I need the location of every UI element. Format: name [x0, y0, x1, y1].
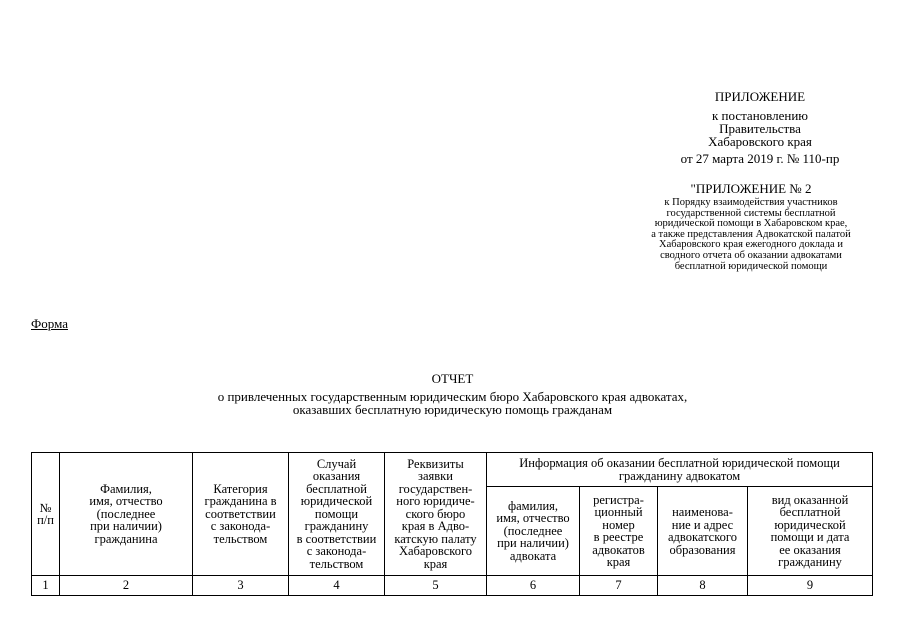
- header-line: адвокатского: [667, 530, 737, 544]
- report-title: ОТЧЕТ: [431, 371, 474, 386]
- header-line: края: [423, 556, 448, 571]
- header-line: тельством: [309, 556, 364, 571]
- appendix-title: ПРИЛОЖЕНИЕ: [714, 89, 806, 104]
- header-line: помощи: [314, 506, 359, 521]
- form-label: Форма: [31, 316, 68, 331]
- column-number: 2: [60, 576, 193, 596]
- appendix-line: Хабаровского края: [708, 134, 812, 149]
- header-line: при наличии): [497, 536, 569, 551]
- header-line: образования: [669, 542, 736, 557]
- header-line: края: [606, 555, 631, 569]
- header-line: ее оказания: [779, 542, 841, 557]
- column-number: 3: [193, 576, 289, 596]
- header-line: Информация об оказании бесплатной юридической помощи: [519, 456, 840, 470]
- header-line: края в Адво-: [401, 519, 470, 534]
- header-line: Случай: [316, 456, 357, 471]
- header-line: соответствии: [205, 506, 276, 521]
- report-subtitle-line: о привлеченных государственным юридическим бюро Хабаровского края адвокатах,: [217, 389, 688, 404]
- report-subtitle: [120, 390, 785, 416]
- appendix2-line: юридической помощи в Хабаровском крае,: [654, 218, 848, 230]
- appendix2-line: к Порядку взаимодействия участников: [664, 197, 838, 208]
- header-line: (последнее: [96, 506, 156, 521]
- header-num: [32, 453, 60, 576]
- report-table: [31, 452, 873, 596]
- report-subtitle-line: оказавших бесплатную юридическую помощь гражданам: [292, 402, 613, 417]
- appendix2-line: Хабаровского края ежегодного доклада и: [659, 239, 843, 251]
- header-line: Реквизиты: [407, 456, 464, 471]
- header-line: катскую палату: [394, 531, 477, 546]
- header-line: ного юридиче-: [396, 494, 475, 509]
- header-line: оказания: [312, 469, 361, 484]
- header-line: тельством: [213, 531, 268, 546]
- appendix2-line: а также представления Адвокатской палатой: [651, 228, 851, 240]
- appendix2-block: [620, 182, 882, 272]
- header-line: гражданину: [778, 555, 842, 569]
- column-number: 1: [32, 576, 60, 596]
- header-line: ционный: [594, 505, 643, 519]
- header-line: имя, отчество: [496, 511, 570, 526]
- header-bar-formation: [658, 487, 748, 576]
- header-line: государствен-: [398, 481, 473, 496]
- header-line: гражданина: [94, 531, 158, 546]
- appendix-date: от 27 марта 2019 г. № 110-пр: [680, 151, 840, 166]
- header-line: п/п: [37, 513, 54, 527]
- header-line: Категория: [213, 481, 268, 496]
- header-category: [193, 453, 289, 576]
- header-line: бесплатной: [779, 505, 841, 519]
- header-line: с законода-: [306, 544, 367, 559]
- header-line: вид оказанной: [771, 492, 849, 507]
- header-line: с законода-: [210, 519, 271, 534]
- appendix2-line: бесплатной юридической помощи: [674, 260, 828, 272]
- header-lawyer-name: [487, 487, 580, 576]
- column-number-row: [32, 576, 873, 596]
- header-line: ского бюро: [405, 506, 466, 521]
- header-line: адвоката: [509, 548, 557, 563]
- header-line: юридической: [774, 517, 846, 532]
- column-number: 5: [385, 576, 487, 596]
- header-help-type: [748, 487, 873, 576]
- header-line: юридической: [300, 494, 373, 509]
- header-request-details: [385, 453, 487, 576]
- header-line: гражданину: [304, 519, 369, 534]
- header-case: [289, 453, 385, 576]
- appendix2-title: "ПРИЛОЖЕНИЕ № 2: [690, 181, 812, 196]
- column-number: 9: [748, 576, 873, 596]
- header-line: помощи и дата: [770, 530, 850, 544]
- header-citizen-name: [60, 453, 193, 576]
- appendix2-line: государственной системы бесплатной: [666, 207, 836, 219]
- header-line: номер: [602, 517, 635, 532]
- header-line: Фамилия,: [100, 481, 152, 496]
- header-line: Хабаровского: [398, 544, 473, 559]
- appendix-line: к постановлению: [711, 108, 809, 123]
- header-line: бесплатной: [306, 481, 367, 496]
- header-line: адвокатов: [592, 542, 645, 557]
- header-line: (последнее: [503, 523, 563, 538]
- appendix-block: [640, 90, 880, 165]
- header-line: №: [39, 500, 52, 515]
- header-line: имя, отчество: [89, 494, 163, 509]
- column-number: 8: [658, 576, 748, 596]
- column-number: 6: [487, 576, 580, 596]
- header-line: в соответствии: [296, 531, 377, 546]
- header-line: наименова-: [672, 505, 733, 519]
- header-registry-number: [580, 487, 658, 576]
- header-line: ние и адрес: [671, 517, 734, 532]
- appendix2-line: сводного отчета об оказании адвокатами: [660, 249, 842, 261]
- header-line: при наличии): [90, 519, 162, 534]
- column-number: 7: [580, 576, 658, 596]
- header-line: заявки: [418, 469, 453, 484]
- header-line: в реестре: [593, 530, 644, 544]
- column-number: 4: [289, 576, 385, 596]
- header-line: фамилия,: [507, 498, 559, 513]
- header-group-info: [487, 453, 873, 487]
- header-line: гражданина в: [204, 494, 277, 509]
- header-line: гражданину адвокатом: [618, 468, 741, 483]
- header-line: регистра-: [593, 492, 644, 507]
- appendix-line: Правительства: [719, 121, 801, 136]
